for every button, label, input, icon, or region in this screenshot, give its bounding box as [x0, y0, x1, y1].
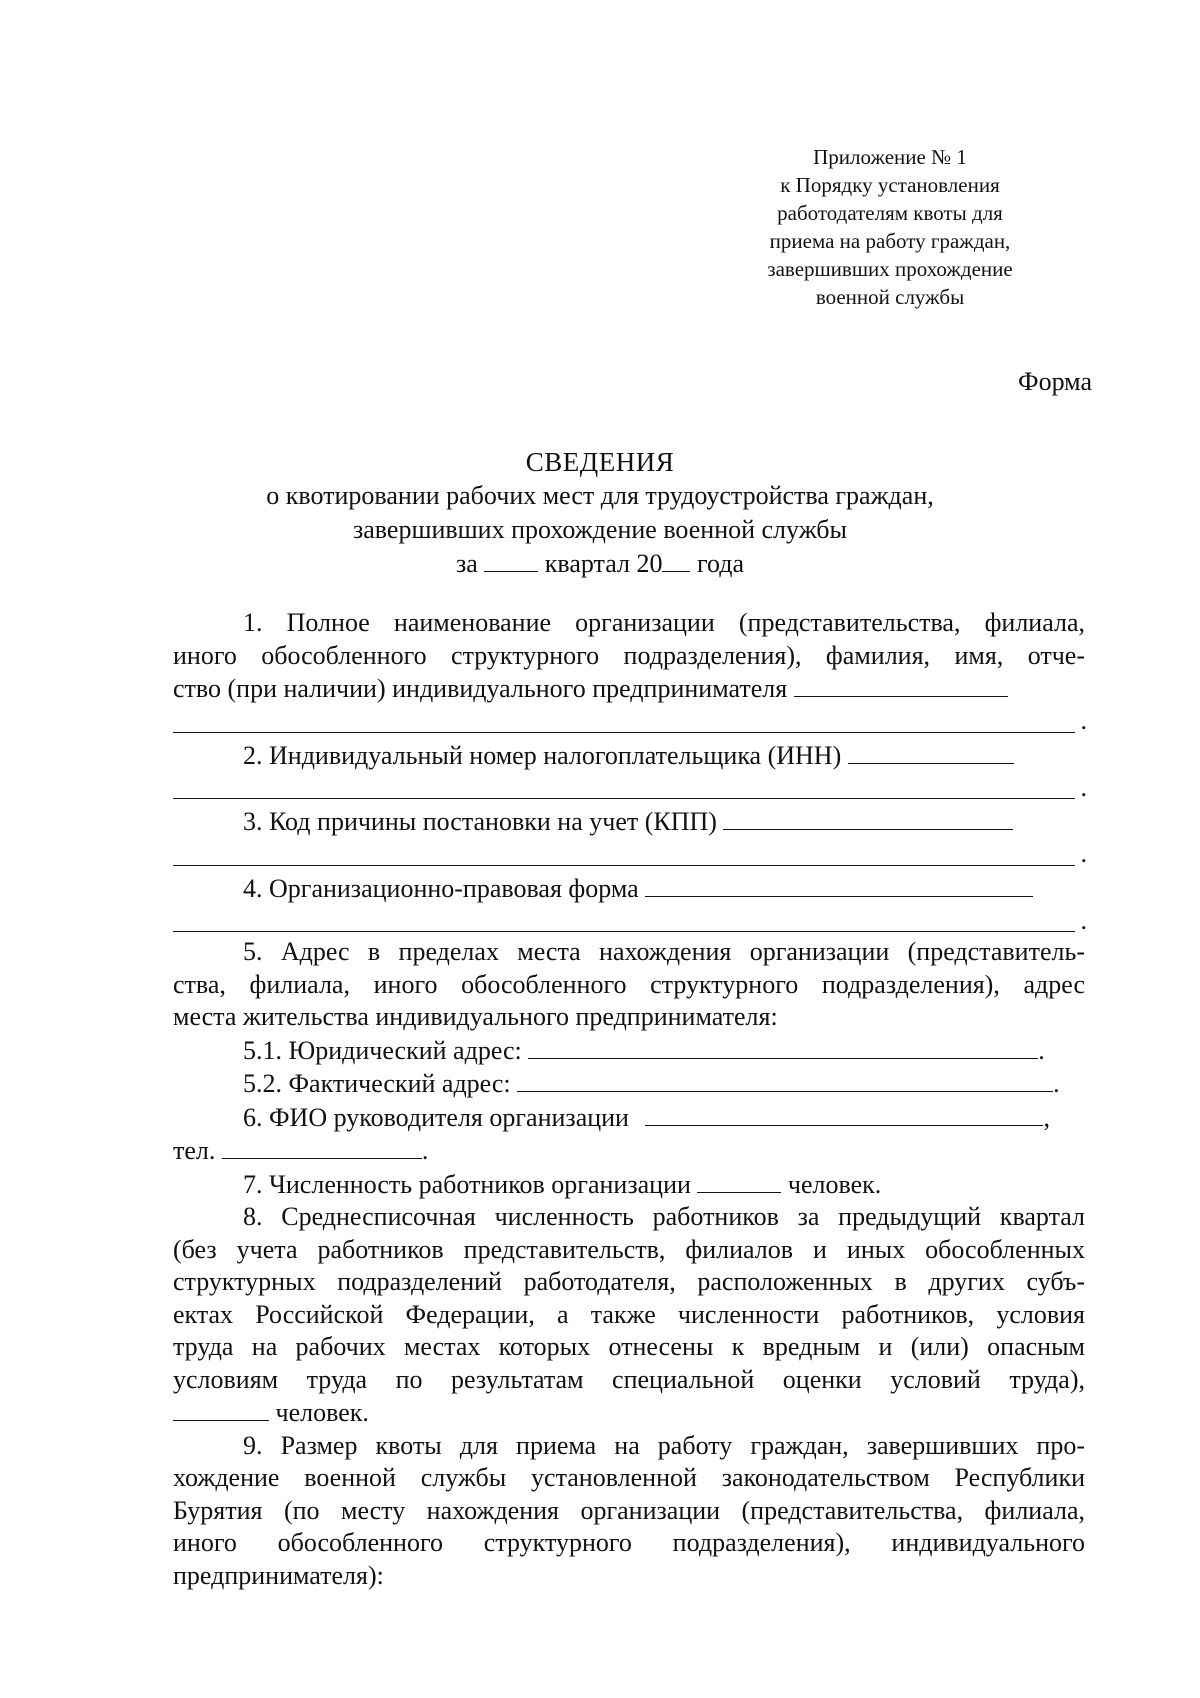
item-1-text: ство (при наличии) индивидуального предпринимателя	[173, 674, 788, 703]
phone-field[interactable]	[222, 1134, 422, 1159]
director-name-field[interactable]	[645, 1101, 1043, 1126]
item-6-label: 6. ФИО руководителя организации	[243, 1102, 629, 1132]
period-prefix: за	[455, 549, 478, 578]
form-body	[173, 607, 1085, 1592]
item-1-line: иного обособленного структурного подразделения), фамилия, имя, отче-	[173, 640, 1085, 670]
appendix-line: Приложение № 1	[813, 145, 967, 169]
appendix-line: работодателям квоты для	[777, 201, 1003, 225]
item-7	[173, 1168, 1085, 1202]
appendix-line: военной службы	[815, 285, 965, 309]
item-9-line: предпринимателя):	[173, 1560, 384, 1590]
item-8-line	[173, 1396, 1085, 1430]
title-period	[0, 547, 1200, 581]
item-3-label: 3. Код причины постановки на учет (КПП)	[243, 807, 717, 836]
item-1-line: 1. Полное наименование организации (представительства, филиала,	[243, 608, 1085, 637]
legal-form-field[interactable]	[645, 872, 1033, 897]
organization-name-field-line[interactable]: .	[173, 706, 1075, 733]
title-line: завершивших прохождение военной службы	[352, 515, 848, 544]
item-5-2: 5.2. Фактический адрес: .	[243, 1069, 1060, 1098]
item-8-line: условиям труда по результатам специальной оценки условий труда),	[173, 1364, 1085, 1394]
year-field[interactable]	[662, 547, 690, 572]
item-8-line: (без учета работников представительств, филиалов и иных обособленных	[173, 1234, 1085, 1264]
quarter-field[interactable]	[484, 547, 538, 572]
legal-form-field-line[interactable]: .	[173, 905, 1075, 932]
item-7-unit: человек.	[787, 1169, 882, 1199]
item-5-line: ства, филиала, иного обособленного структурного подразделения), адрес	[173, 969, 1085, 999]
appendix-line: приема на работу граждан,	[769, 229, 1011, 253]
inn-field-line[interactable]: .	[173, 772, 1075, 799]
item-5-line: места жительства индивидуального предпринимателя:	[173, 1002, 778, 1031]
appendix-header	[740, 143, 1040, 311]
item-5-2-label: 5.2. Фактический адрес:	[243, 1069, 511, 1098]
item-6: 6. ФИО руководителя организации ,	[243, 1102, 1050, 1132]
item-9-line: Бурятия (по месту нахождения организации (представительства, филиала,	[173, 1495, 1085, 1525]
document-title	[0, 445, 1200, 581]
kpp-field-line[interactable]: .	[173, 839, 1075, 866]
item-9-line: иного обособленного структурного подразделения), индивидуального	[173, 1528, 1085, 1557]
organization-name-field[interactable]	[794, 672, 1008, 697]
item-8-line: структурных подразделений работодателя, расположенных в других субъ-	[173, 1267, 1085, 1296]
item-8-line: ектах Российской Федерации, а также численности работников, условия	[173, 1299, 1085, 1329]
employee-count-field[interactable]	[697, 1168, 781, 1193]
form-label: Форма	[1018, 367, 1092, 396]
period-middle: квартал 20	[544, 549, 663, 578]
item-2-label: 2. Индивидуальный номер налогоплательщика (ИНН)	[243, 740, 842, 770]
appendix-line: к Порядку установления	[780, 173, 1000, 197]
item-5-1-label: 5.1. Юридический адрес:	[243, 1035, 522, 1065]
appendix-line: завершивших прохождение	[767, 257, 1013, 281]
kpp-field[interactable]	[723, 805, 1013, 830]
item-1-line	[173, 672, 1085, 706]
item-2	[173, 739, 1085, 773]
average-headcount-field[interactable]	[173, 1396, 269, 1421]
phone-label: тел.	[173, 1136, 216, 1165]
title-main: СВЕДЕНИЯ	[525, 447, 675, 477]
item-4	[173, 872, 1085, 906]
item-9-line: 9. Размер квоты для приема на работу граждан, завершивших про-	[243, 1430, 1085, 1460]
item-5-1: 5.1. Юридический адрес: .	[243, 1035, 1045, 1065]
actual-address-field[interactable]	[517, 1067, 1053, 1092]
item-5-line: 5. Адрес в пределах места нахождения организации (представитель-	[243, 937, 1085, 966]
item-7-label: 7. Численность работников организации	[243, 1169, 691, 1199]
item-8-unit: человек.	[275, 1398, 369, 1427]
title-line: о квотировании рабочих мест для трудоустройства граждан,	[266, 481, 934, 510]
item-9-line: хождение военной службы установленной законодательством Республики	[173, 1463, 1085, 1492]
period-suffix: года	[696, 549, 745, 578]
item-4-label: 4. Организационно-правовая форма	[243, 873, 639, 903]
inn-field[interactable]	[848, 739, 1014, 764]
legal-address-field[interactable]	[528, 1034, 1038, 1059]
item-3	[173, 805, 1085, 839]
item-6-phone: тел. .	[173, 1136, 429, 1165]
item-8-line: 8. Среднесписочная численность работников за предыдущий квартал	[243, 1202, 1085, 1231]
item-8-line: труда на рабочих местах которых отнесены к вредным и (или) опасным	[173, 1332, 1085, 1361]
